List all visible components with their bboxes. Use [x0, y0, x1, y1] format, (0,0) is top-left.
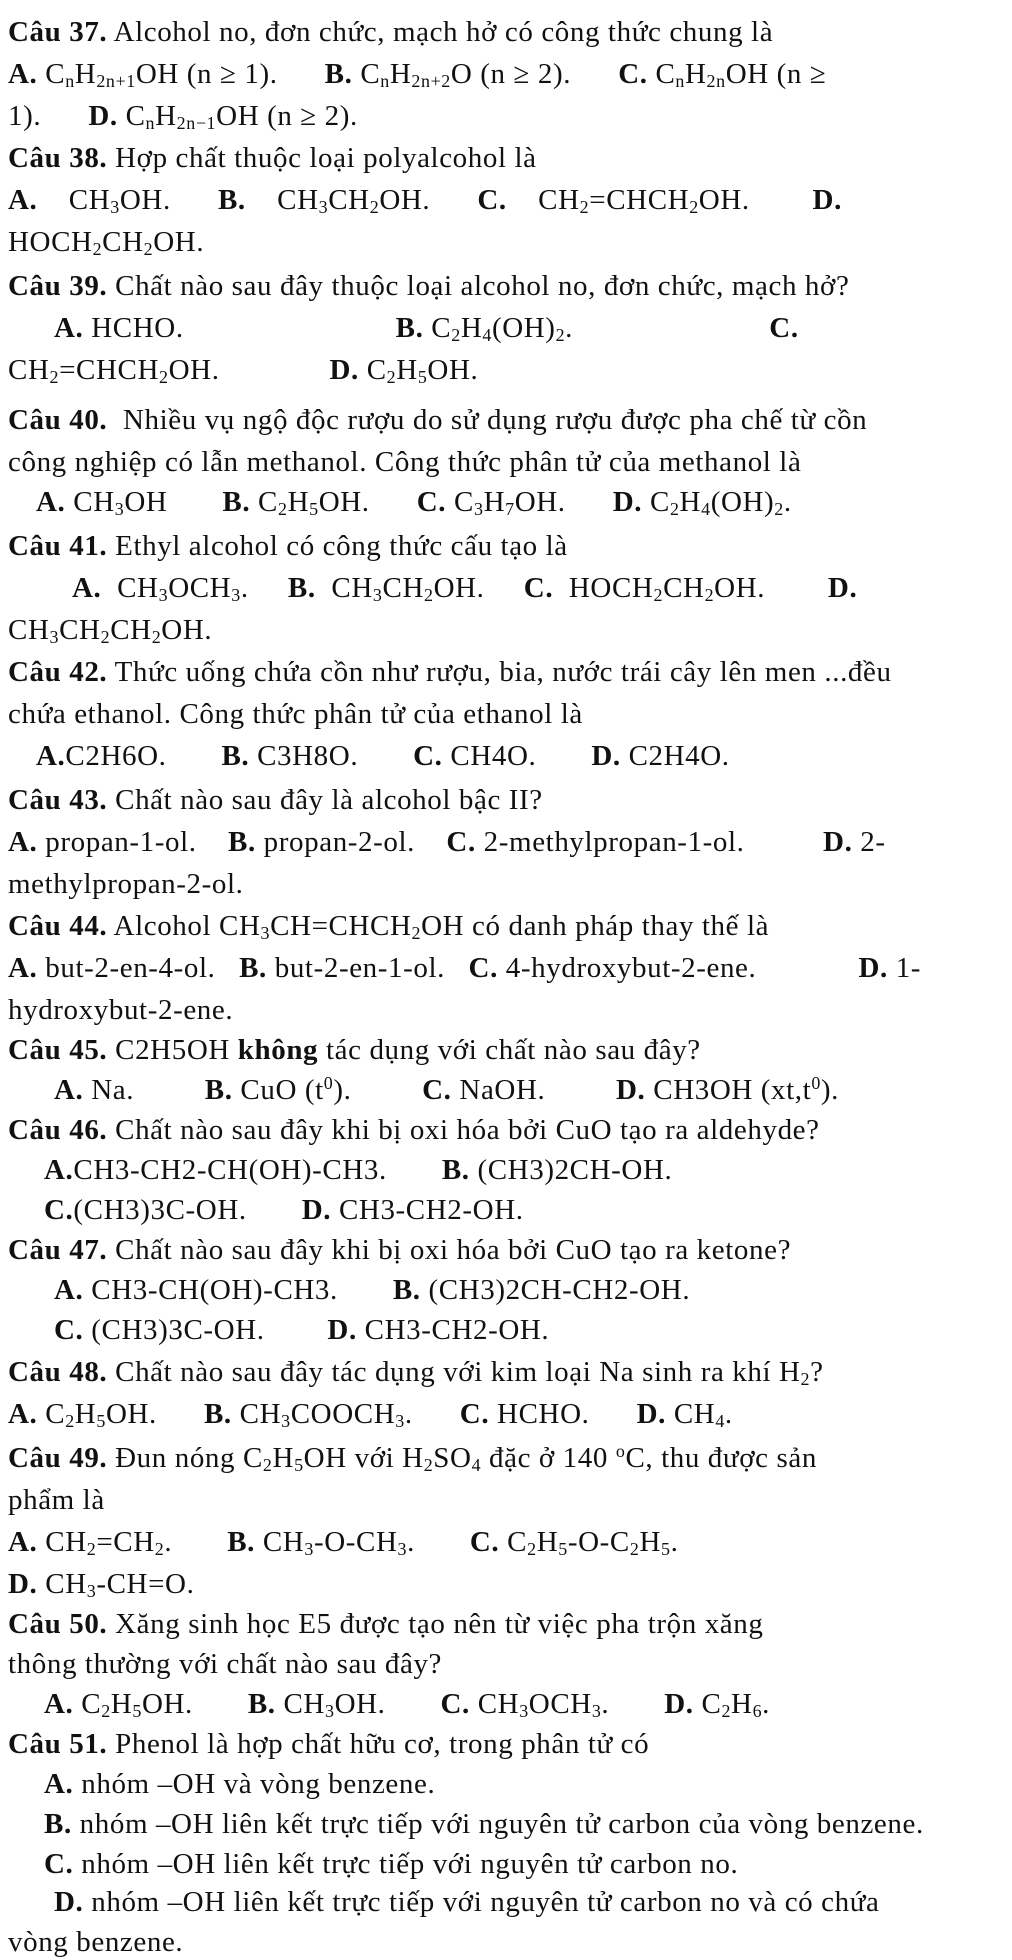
- question-44-line-3: hydroxybut-2-ene.: [8, 994, 234, 1026]
- question-37-line-2: A. $C_nH_{2n+1}OH$ (n ≥ 1). B. $C_nH_{2n+2}O$ (n ≥ 2). C. $C_nH_{2n}OH$ (n ≥: [8, 58, 827, 91]
- question-51-line-3: B. nhóm –OH liên kết trực tiếp với nguyên tử carbon của vòng benzene.: [44, 1808, 924, 1840]
- question-42-line-3: A.C2H6O. B. C3H8O. C. CH4O. D. C2H4O.: [36, 740, 730, 772]
- question-50-line-3: A. $C_2H_5OH$. B. $CH_3OH$. C. $CH_3OCH_3$. D. $C_2H_6$.: [44, 1688, 771, 1721]
- question-41-line-2: A. $CH_3OCH_3$. B. $CH_3CH_2OH$. C. $HOCH_2CH_2OH$. D.: [72, 572, 858, 605]
- question-49-line-1: Câu 49. Đun nóng $C_2H_5OH$ với $H_2SO_4$ đặc ở 140 $^o$C, thu được sản: [8, 1441, 817, 1475]
- question-42-line-1: Câu 42. Thức uống chứa cồn như rượu, bia, nước trái cây lên men ...đều: [8, 656, 892, 688]
- question-45-line-2: A. Na. B. CuO $(t^0)$. C. NaOH. D. CH3OH $(xt,t^0)$.: [54, 1073, 840, 1106]
- question-38-line-1: Câu 38. Hợp chất thuộc loại polyalcohol là: [8, 142, 537, 174]
- question-48-line-2: A. $C_2H_5OH$. B. $CH_3COOCH_3$. C. HCHO. D. $CH_4$.: [8, 1398, 733, 1431]
- question-41-line-3: $CH_3CH_2CH_2OH$.: [8, 614, 213, 647]
- question-40-line-3: A. $CH_3OH$ B. $C_2H_5OH$. C. $C_3H_7OH$. D. $C_2H_4(OH)_2$.: [36, 486, 792, 519]
- question-45-line-1: Câu 45. C2H5OH không tác dụng với chất nào sau đây?: [8, 1034, 701, 1066]
- question-41-line-1: Câu 41. Ethyl alcohol có công thức cấu tạo là: [8, 530, 568, 562]
- question-51-line-5: D. nhóm –OH liên kết trực tiếp với nguyên tử carbon no và có chứa: [54, 1886, 880, 1918]
- question-39-line-2: A. HCHO. B. $C_2H_4(OH)_2$. C.: [54, 312, 799, 345]
- question-43-line-2: A. propan-1-ol. B. propan-2-ol. C. 2-methylpropan-1-ol. D. 2-: [8, 826, 886, 858]
- question-37-line-3: 1). D. $C_nH_{2n-1}OH$ (n ≥ 2).: [8, 100, 358, 133]
- question-50-line-1: Câu 50. Xăng sinh học E5 được tạo nên từ việc pha trộn xăng: [8, 1608, 764, 1640]
- question-44-line-2: A. but-2-en-4-ol. B. but-2-en-1-ol. C. 4-hydroxybut-2-ene. D. 1-: [8, 952, 922, 984]
- question-46-line-3: C.(CH3)3C-OH. D. CH3-CH2-OH.: [44, 1194, 524, 1226]
- question-47-line-2: A. CH3-CH(OH)-CH3. B. (CH3)2CH-CH2-OH.: [54, 1274, 691, 1306]
- question-46-line-2: A.CH3-CH2-CH(OH)-CH3. B. (CH3)2CH-OH.: [44, 1154, 673, 1186]
- question-51-line-2: A. nhóm –OH và vòng benzene.: [44, 1768, 436, 1800]
- question-43-line-1: Câu 43. Chất nào sau đây là alcohol bậc II?: [8, 784, 543, 816]
- question-38-line-2: A. $CH_3OH$. B. $CH_3CH_2OH$. C. $CH_2=CHCH_2OH$. D.: [8, 184, 842, 217]
- question-38-line-3: $HOCH_2CH_2OH$.: [8, 226, 205, 259]
- question-47-line-3: C. (CH3)3C-OH. D. CH3-CH2-OH.: [54, 1314, 550, 1346]
- question-49-line-3: A. $CH_2=CH_2$. B. $CH_3-O-CH_3$. C. $C_2H_5-O-C_2H_5$.: [8, 1526, 679, 1559]
- question-40-line-1: Câu 40. Nhiều vụ ngộ độc rượu do sử dụng rượu được pha chế từ cồn: [8, 404, 868, 436]
- question-51-line-1: Câu 51. Phenol là hợp chất hữu cơ, trong phân tử có: [8, 1728, 650, 1760]
- question-47-line-1: Câu 47. Chất nào sau đây khi bị oxi hóa bởi CuO tạo ra ketone?: [8, 1234, 792, 1266]
- question-39-line-3: $CH_2=CHCH_2OH$. D. $C_2H_5OH$.: [8, 354, 479, 387]
- question-39-line-1: Câu 39. Chất nào sau đây thuộc loại alcohol no, đơn chức, mạch hở?: [8, 270, 850, 302]
- question-51-line-4: C. nhóm –OH liên kết trực tiếp với nguyên tử carbon no.: [44, 1848, 739, 1880]
- question-51-line-6: vòng benzene.: [8, 1926, 184, 1958]
- question-43-line-3: methylpropan-2-ol.: [8, 868, 244, 900]
- question-42-line-2: chứa ethanol. Công thức phân tử của ethanol là: [8, 698, 583, 730]
- question-40-line-2: công nghiệp có lẫn methanol. Công thức phân tử của methanol là: [8, 446, 802, 478]
- question-50-line-2: thông thường với chất nào sau đây?: [8, 1648, 443, 1680]
- question-49-line-4: D. $CH_3-CH=O$.: [8, 1568, 195, 1601]
- question-44-line-1: Câu 44. Alcohol $CH_3CH=CHCH_2OH$ có danh pháp thay thế là: [8, 910, 770, 943]
- question-49-line-2: phẩm là: [8, 1484, 105, 1516]
- question-37-line-1: Câu 37. Alcohol no, đơn chức, mạch hở có công thức chung là: [8, 16, 774, 48]
- question-46-line-1: Câu 46. Chất nào sau đây khi bị oxi hóa bởi CuO tạo ra aldehyde?: [8, 1114, 820, 1146]
- question-48-line-1: Câu 48. Chất nào sau đây tác dụng với kim loại Na sinh ra khí $H_2$?: [8, 1356, 824, 1389]
